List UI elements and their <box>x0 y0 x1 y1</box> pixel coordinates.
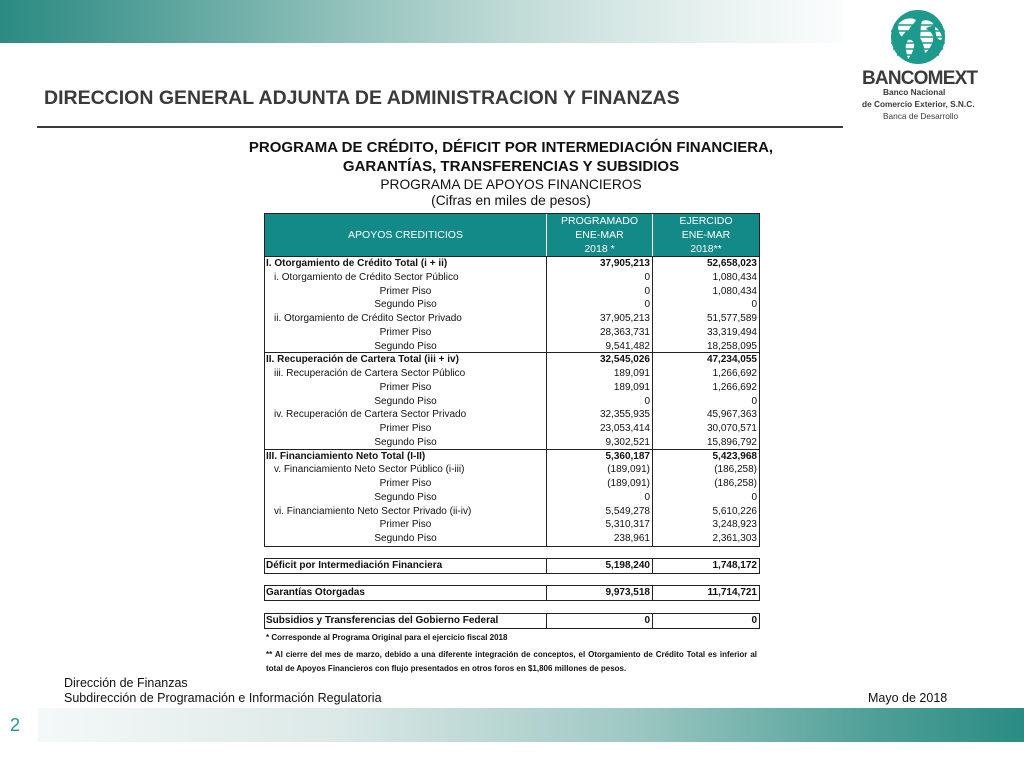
table-row <box>265 285 759 299</box>
ejercido-value: 51,577,589 <box>706 313 757 324</box>
row-label: Segundo Piso <box>265 298 547 312</box>
deficit-row <box>264 558 760 574</box>
header-ejercido <box>653 214 759 256</box>
table-row <box>265 436 759 450</box>
table-row <box>265 408 759 422</box>
ejercido-value: 0 <box>751 395 757 407</box>
programado-value: 23,053,414 <box>547 422 653 436</box>
page-number: 2 <box>10 715 21 735</box>
table-row <box>265 312 759 326</box>
table-row <box>265 340 759 354</box>
programado-value: 0 <box>547 395 653 409</box>
ejercido-value: 18,258,095 <box>706 340 757 352</box>
programado-value: 5,198,240 <box>547 559 653 573</box>
ejercido-value: 1,748,172 <box>712 560 757 571</box>
report-units: (Cifras en miles de pesos) <box>431 193 591 208</box>
ejercido-value: 52,658,023 <box>706 258 757 269</box>
table-row <box>265 367 759 381</box>
row-label: Segundo Piso <box>265 491 547 505</box>
ejercido-value: (186,258) <box>714 464 757 476</box>
programado-value: 28,363,731 <box>547 326 653 340</box>
row-label: Garantías Otorgadas <box>265 586 547 600</box>
brand-subtitle-line2: de Comercio Exterior, S.N.C. <box>862 99 975 109</box>
ejercido-value: 11,714,721 <box>707 587 757 598</box>
row-label: Subsidios y Transferencias del Gobierno Federal <box>265 614 547 628</box>
programado-value: 5,310,317 <box>547 518 653 532</box>
ejercido-value: 0 <box>751 299 757 311</box>
row-label: I. Otorgamiento de Crédito Total (i + ii) <box>265 257 547 271</box>
ejercido-value: 30,070,571 <box>706 423 757 434</box>
brand-subtitle-line3: Banca de Desarrollo <box>883 111 959 121</box>
row-label: Segundo Piso <box>265 340 547 353</box>
table-row <box>265 298 759 312</box>
ejercido-value: 2,361,303 <box>712 533 757 544</box>
footer-subdepartment: Subdirección de Programación e Información Regulatoria <box>64 691 382 705</box>
row-label: II. Recuperación de Cartera Total (iii + iv) <box>265 353 547 367</box>
ejercido-value: 5,423,968 <box>712 450 757 462</box>
header-programado-line2: ENE-MAR <box>575 229 624 241</box>
table-row <box>265 463 759 477</box>
row-label: i. Otorgamiento de Crédito Sector Público <box>265 271 547 285</box>
row-label: Primer Piso <box>265 381 547 395</box>
programado-value: 189,091 <box>547 367 653 381</box>
header-concept-label: APOYOS CREDITICIOS <box>348 229 463 241</box>
programado-value: 37,905,213 <box>547 257 653 271</box>
ejercido-value: 47,234,055 <box>706 354 757 366</box>
header-ejercido-line1: EJERCIDO <box>679 215 733 227</box>
page-title: DIRECCION GENERAL ADJUNTA DE ADMINISTRACION Y FINANZAS <box>44 87 680 109</box>
header-ejercido-line3: 2018** <box>690 243 722 255</box>
subsidios-row <box>264 613 760 629</box>
programado-value: 9,973,518 <box>547 586 653 600</box>
header-concept <box>265 214 547 256</box>
row-label: iv. Recuperación de Cartera Sector Privado <box>265 408 547 422</box>
row-label: Déficit por Intermediación Financiera <box>265 559 547 573</box>
table-header <box>265 214 759 257</box>
ejercido-value: 15,896,792 <box>706 436 757 448</box>
table-row <box>265 381 759 395</box>
bottom-banner <box>38 708 1024 742</box>
footnote-ejercido: ** Al cierre del mes de marzo, debido a una diferente integración de conceptos, el Otorgamiento de Crédito Total es inferior al total de Apoyos Financieros con flujo presentados en otros foros en $1,806 millones de pesos. <box>266 650 757 673</box>
programado-value: 9,302,521 <box>547 436 653 449</box>
ejercido-value: 0 <box>751 491 757 503</box>
table-row <box>265 532 759 546</box>
title-divider <box>37 126 843 128</box>
programado-value: 0 <box>547 285 653 299</box>
programado-value: 0 <box>547 298 653 312</box>
programado-value: (189,091) <box>547 463 653 477</box>
header-programado <box>547 214 653 256</box>
table-row <box>265 586 759 600</box>
row-label: Segundo Piso <box>265 532 547 546</box>
table-row <box>265 395 759 409</box>
row-label: Segundo Piso <box>265 395 547 409</box>
row-label: ii. Otorgamiento de Crédito Sector Privado <box>265 312 547 326</box>
brand-subtitle-line1: Banco Nacional <box>883 87 946 97</box>
programado-value: 37,905,213 <box>547 312 653 326</box>
ejercido-value: 1,266,692 <box>712 381 757 393</box>
table-row <box>265 450 759 464</box>
row-label: v. Financiamiento Neto Sector Público (i-iii) <box>265 463 547 477</box>
financial-table <box>264 213 760 547</box>
header-ejercido-line2: ENE-MAR <box>681 229 731 241</box>
row-label: Primer Piso <box>265 477 547 491</box>
row-label: Primer Piso <box>265 326 547 340</box>
programado-value: 32,355,935 <box>547 408 653 422</box>
ejercido-value: 5,610,226 <box>712 505 757 517</box>
row-label: vi. Financiamiento Neto Sector Privado (ii-iv) <box>265 505 547 519</box>
programado-value: 9,541,482 <box>547 340 653 353</box>
ejercido-value: 1,080,434 <box>712 285 757 297</box>
programado-value: 32,545,026 <box>547 353 653 367</box>
table-row <box>265 518 759 532</box>
footer-department: Dirección de Finanzas <box>64 676 188 690</box>
table-row <box>265 422 759 436</box>
table-row <box>265 477 759 491</box>
header-programado-line1: PROGRAMADO <box>560 215 638 227</box>
table-row <box>265 491 759 505</box>
row-label: Segundo Piso <box>265 436 547 449</box>
top-banner <box>0 0 843 43</box>
report-title-line1: PROGRAMA DE CRÉDITO, DÉFICIT POR INTERMEDIACIÓN FINANCIERA, <box>248 139 774 156</box>
table-row <box>265 505 759 519</box>
globe-icon <box>890 9 946 65</box>
garantias-row <box>264 585 760 601</box>
ejercido-value: (186,258) <box>714 478 757 489</box>
brand-name: BANCOMEXT <box>862 68 978 89</box>
programado-value: 0 <box>547 271 653 285</box>
row-label: Primer Piso <box>265 518 547 532</box>
ejercido-value: 33,319,494 <box>706 326 757 338</box>
table-row <box>265 271 759 285</box>
row-label: Primer Piso <box>265 422 547 436</box>
report-subtitle: PROGRAMA DE APOYOS FINANCIEROS <box>380 177 642 192</box>
header-programado-line3: 2018 * <box>584 243 615 255</box>
programado-value: (189,091) <box>547 477 653 491</box>
programado-value: 189,091 <box>547 381 653 395</box>
programado-value: 0 <box>547 491 653 505</box>
programado-value: 238,961 <box>547 532 653 546</box>
row-label: iii. Recuperación de Cartera Sector Público <box>265 367 547 381</box>
ejercido-value: 1,080,434 <box>712 271 757 283</box>
table-row <box>265 257 759 271</box>
programado-value: 5,549,278 <box>547 505 653 519</box>
footnote-programado: * Corresponde al Programa Original para el ejercicio fiscal 2018 <box>266 633 508 642</box>
table-row <box>265 353 759 367</box>
ejercido-value: 45,967,363 <box>706 409 757 421</box>
row-label: III. Financiamiento Neto Total (I-II) <box>265 450 547 464</box>
programado-value: 5,360,187 <box>547 450 653 464</box>
footer-date: Mayo de 2018 <box>868 691 948 705</box>
report-title-line2: GARANTÍAS, TRANSFERENCIAS Y SUBSIDIOS <box>342 158 680 175</box>
ejercido-value: 0 <box>751 615 757 626</box>
programado-value: 0 <box>547 614 653 628</box>
table-row <box>265 326 759 340</box>
ejercido-value: 3,248,923 <box>712 519 757 531</box>
ejercido-value: 1,266,692 <box>712 368 757 379</box>
table-row <box>265 559 759 573</box>
row-label: Primer Piso <box>265 285 547 299</box>
table-row <box>265 614 759 628</box>
